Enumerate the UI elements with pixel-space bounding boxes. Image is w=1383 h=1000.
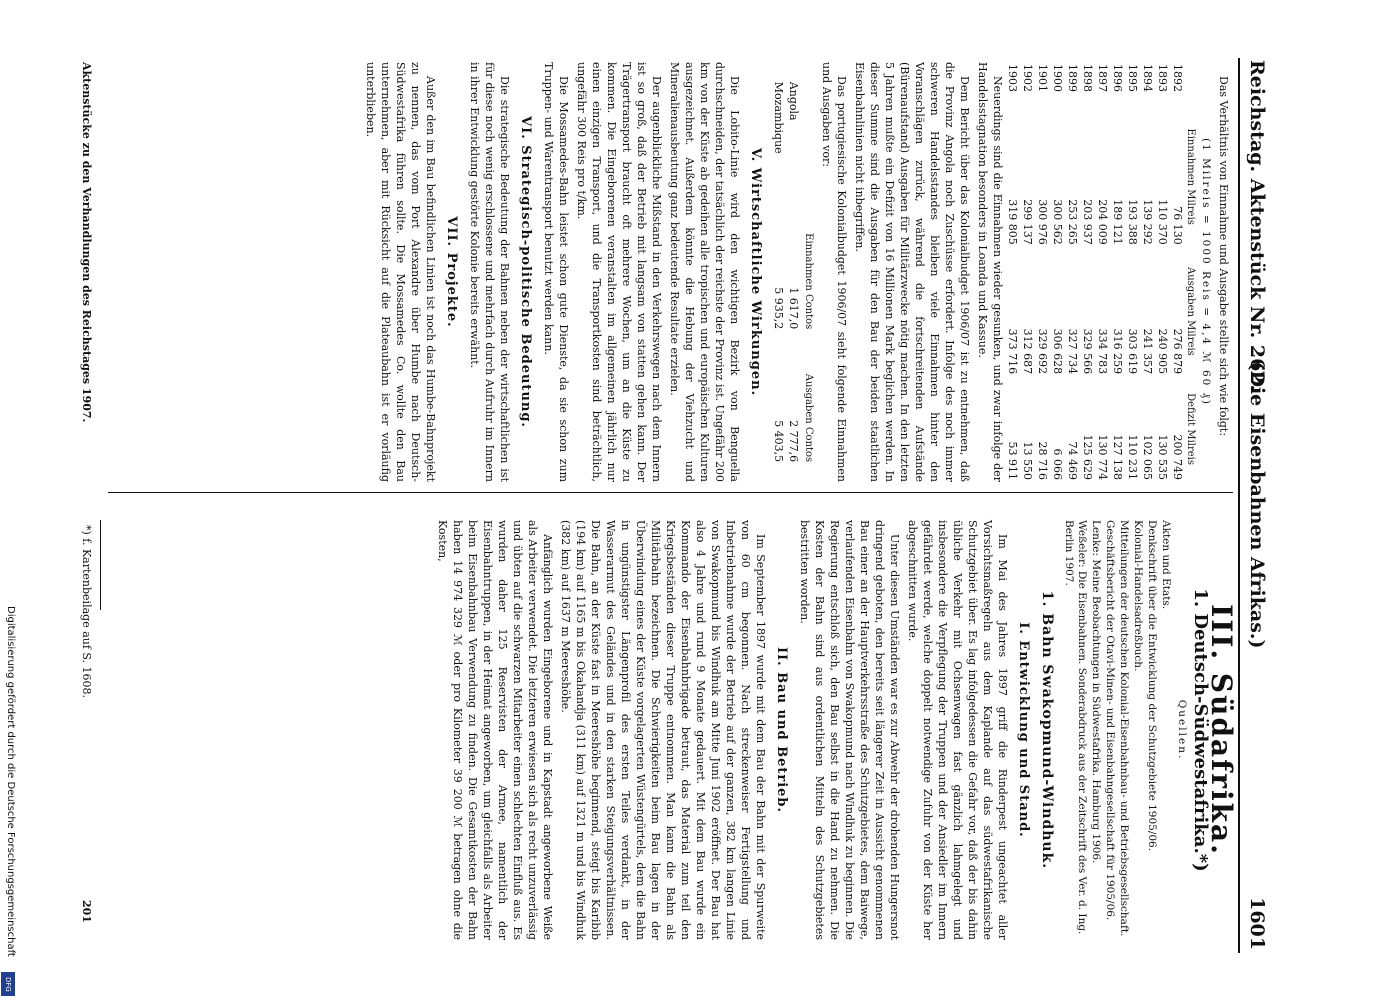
value-cell: 13 550 (1021, 441, 1034, 480)
paragraph: Im Mai des Jahres 1897 griff die Rinderpest ungeachtet aller Vorsichtsmaßregeln aus dem Kaplande auf das südwestafrikanische Schutzgebiet über. Es lag infolgedessen die Gefahr vor, daß der bis dahin übliche Verkehr mit Ochsenwagen fast gänzlich lahmgelegt und insbesondere die Verpflegung der Truppen und der Ansiedler im Innern gefährdet werde, welche doppelt notwendige Zufuhr von der Küste her abgeschnitten wurde. (906, 520, 1009, 940)
table-row (1155, 62, 1170, 482)
source-item: Lenke: Meine Beobachtungen in Südwestafrika. Hamburg 1906. (1090, 520, 1102, 864)
paragraph: Der augenblickliche Mißstand in den Verkehrswegen nach dem Innern ist so groß, daß der Betrieb mit langsam von statten gehen kann. Der Trägertransport braucht oft mehrere Wochen, um an die Küste zu kommen. Die Eingeborenen veranstalten im allgemeinen jährlich nur einen einzigen Transport, und die Transportkosten sind beträchtlich, ungefähr 300 Reis pro t/km. (575, 62, 663, 482)
section-heading: I. Entwicklung und Stand. (1016, 622, 1031, 838)
source-item: Kolonial-Handelsadreßbuch. (1132, 520, 1144, 672)
year-cell: 1892 (1171, 64, 1184, 92)
part-title: III. Südafrika. (1205, 604, 1238, 856)
section-heading: II. Bau und Betrieb. (774, 646, 789, 814)
value-cell: 303 619 (1126, 328, 1139, 375)
value-cell: 6 066 (1051, 448, 1064, 480)
credit-strip (0, 606, 16, 1000)
value-cell: 1 617,0 (787, 287, 800, 330)
source-item: Weßeler: Die Eisenbahnen. Sonderabdruck aus der Zeitschrift des Ver. d. Ing. Berlin 1907. (1063, 520, 1088, 935)
value-cell: 276 879 (1171, 328, 1184, 375)
year-cell: 1897 (1096, 64, 1109, 92)
value-cell: 189 121 (1111, 199, 1124, 245)
value-cell: 193 388 (1126, 199, 1139, 245)
value-cell: 241 357 (1141, 328, 1154, 375)
header-center: (Die Eisenbahnen Afrikas.) (1246, 361, 1268, 649)
source-item: Akten und Etats. (1160, 520, 1172, 610)
table-header: Ausgaben Milreis (1185, 267, 1196, 356)
subsection-title: 1. Bahn Swakopmund-Windhuk. (1039, 590, 1055, 870)
digitization-credit: Digitalisierung gefördert durch die Deutsche Forschungsgemeinschaft (5, 606, 16, 957)
table-row (786, 79, 801, 465)
header-left: Reichstag. Aktenstück Nr. 262. (1246, 60, 1268, 392)
table-row (1080, 62, 1095, 482)
value-cell: 327 734 (1066, 328, 1079, 375)
value-cell: 334 783 (1096, 328, 1109, 375)
value-cell: 316 259 (1111, 328, 1124, 375)
value-cell: 319 805 (1006, 199, 1019, 245)
table-row (771, 79, 786, 465)
paragraph: Das portugiesische Kolonialbudget 1906/07 sieht folgende Einnahmen und Ausgaben vor: (820, 62, 848, 482)
right-column (432, 520, 1238, 940)
value-cell: 125 629 (1081, 434, 1094, 480)
value-cell: 329 566 (1081, 328, 1094, 375)
paragraph: Dem Bericht über das Kolonialbudget 1906/07 ist zu entnehmen, daß die Provinz Angola noch Zuschüsse erfordert. Infolge des noch immer schweren Handelsstandes bleiben viele Einnahmen hinter den Voranschlägen zurück, während die fortschreitenden Aufstände (Bürenaufstand) Ausgaben für Militärzwecke nötig machen. In den letzten 5 Jahren mußte ein Defizit von 16 Millionen Mark beglichen werden. In dieser Summe sind die Ausgaben für den Bau der beiden staatlichen Eisenbahnlinien nicht inbegriffen. (853, 62, 971, 482)
value-cell: 299 137 (1021, 199, 1034, 245)
table-header: Defizit Milreis (1185, 393, 1196, 465)
value-cell: 373 716 (1006, 328, 1019, 375)
paragraph: Unter diesen Umständen war es zur Abwehr der drohenden Hungersnot dringend geboten, den bereits seit längerer Zeit in Aussicht genommenen Bau einer an der Hauptverkehrsstraße des Schutzgebietes, dem Baiwege, verlaufenden Eisenbahn von Swakopmund nach Windhuk zu beginnen. Die Regierung entschloß sich, den Bau selbst in die Hand zu nehmen. Die Kosten der Bahn sind aus ordentlichen Mitteln des Schutzgebietes bestritten worden. (798, 520, 901, 940)
section-heading: VII. Projekte. (444, 216, 459, 328)
paragraph: Die Mossamedes-Bahn leistet schon gute Dienste, da sie schon zum Truppen- und Warentransport benutzt werden kann. (542, 62, 570, 482)
budget-table (771, 79, 816, 465)
table-header: Einnahmen Contos (803, 233, 814, 330)
table-header (801, 79, 816, 189)
section-heading: V. Wirtschaftliche Wirkungen. (748, 147, 763, 397)
paragraph: Im September 1897 wurde mit dem Bau der Bahn mit der Spurweite von 60 cm begonnen. Nach streckenweiser Fertigstellung und Inbetriebnahme wurde der Betrieb auf der ganzen, 382 km langen Linie von Swakopmund bis Windhuk am Mitte Juni 1902 eröffnet. Der Bau hat also 4 Jahre und rund 9 Monate gedauert. Mit dem Bau wurde ein Kommando der Eisenbahnbrigade betraut, das Material zum teil den Kriegsbeständen dieser Truppe entnommen. Man kann die Bahn als Militärbahn bezeichnen. Die Schwierigkeiten beim Bau lagen in der Überwindung eines der Küste vorgelagerten Wüstengürtels, dem die Bahn in ungünstigster Längenprofil des ersten Teiles verdankt, in der Wasserarmut des Geländes und in den starken Steigungsverhältnissen. Die Bahn, an der Küste fast in Meereshöhe beginnend, steigt bis Karibib (194 km) auf 1165 m bis Okahandja (311 km) auf 1321 m und bis Windhuk (382 km) auf 1637 m Meereshöhe. (559, 520, 767, 940)
year-cell: 1894 (1141, 64, 1154, 92)
paragraph: Neuerdings sind die Einnahmen wieder gesunken, und zwar infolge der Handelsstagnation besonders in Loanda und Kassue. (976, 62, 1004, 482)
value-cell: 139 292 (1141, 199, 1154, 245)
value-cell: 28 716 (1036, 441, 1049, 480)
table-row (1170, 62, 1185, 482)
year-cell: 1895 (1126, 64, 1139, 92)
value-cell: 127 138 (1111, 434, 1124, 480)
footnote: *) f. Kartenbeilage auf S. 1608. (80, 525, 93, 699)
column-separator (108, 492, 1233, 493)
running-header (1242, 60, 1268, 950)
intro-paragraph: Das Verhältnis von Einnahme und Ausgabe stellte sich wie folgt: (1217, 76, 1230, 437)
table-header: Einnahmen Milreis (1185, 128, 1196, 225)
table-row (1035, 62, 1050, 482)
table-row (1125, 62, 1140, 482)
value-cell: 200 749 (1171, 434, 1184, 480)
value-cell: 240 905 (1156, 328, 1169, 375)
value-cell: 253 265 (1066, 199, 1079, 245)
footnote-rule (100, 520, 101, 610)
year-cell: 1899 (1066, 64, 1079, 92)
value-cell: 203 937 (1081, 199, 1094, 245)
page-number: 1601 (1246, 897, 1268, 950)
paragraph: Die strategische Bedeutung der Bahnen neben der wirtschaftlichen ist für diese noch wenig erschlossene und mehrfach durch Aufruhr im Innern in ihrer Entwicklung gestörte Kolonie bereits erwähnt. (468, 62, 511, 482)
section-heading: VI. Strategisch-politische Bedeutung. (518, 116, 533, 428)
value-cell: 76 130 (1171, 206, 1184, 245)
value-cell: 110 231 (1126, 434, 1139, 480)
value-cell: 130 774 (1096, 434, 1109, 480)
sources-label: Quellen. (1176, 699, 1188, 761)
unit-note: (1 Milreis = 1000 Reis = 4,4 ℳ 60 ₰) (1200, 137, 1212, 407)
left-column (360, 62, 1231, 482)
table-row (1065, 62, 1080, 482)
value-cell: 74 469 (1066, 441, 1079, 480)
year-cell: 1901 (1036, 64, 1049, 92)
footer-left: Aktenstücke zu den Verhandlungen des Reichstages 1907. (80, 62, 93, 423)
paragraph: Anfänglich wurden Eingeborene und in Kapstadt angeworbene Weiße als Arbeiter verwendet. Die letzteren erwiesen sich als recht unzuverlässig und übten auf die schwarzen Mitarbeiter einen schlechten Einfluß aus. Es wurden daher 125 Reservisten der Armee, namentlich der Eisenbahntruppen, in der Heimat angeworben, um gleichfalls als Arbeiter beim Eisenbahnbau Verwendung zu finden. Die Gesamtkosten der Bahn haben 14 974 329 ℳ oder pro Kilometer 39 200 ℳ betragen ohne die Kosten, (436, 520, 554, 940)
table-row (1050, 62, 1065, 482)
region-cell: Angola (787, 81, 800, 121)
year-cell: 1896 (1111, 64, 1124, 92)
table-row (1095, 62, 1110, 482)
income-table (1005, 62, 1196, 482)
value-cell: 130 535 (1156, 434, 1169, 480)
value-cell: 312 687 (1021, 328, 1034, 375)
table-row (1110, 62, 1125, 482)
sources-list (1062, 520, 1172, 940)
table-header: Ausgaben Contos (803, 373, 814, 463)
value-cell: 2 777,6 (787, 420, 800, 463)
value-cell: 329 692 (1036, 328, 1049, 375)
table-header (1185, 62, 1196, 107)
value-cell: 53 911 (1006, 441, 1019, 480)
year-cell: 1893 (1156, 64, 1169, 92)
table-row (1005, 62, 1020, 482)
value-cell: 5 935,2 (772, 287, 785, 330)
year-cell: 1902 (1021, 64, 1034, 92)
value-cell: 306 628 (1051, 328, 1064, 375)
paragraph: Die Lobito-Linie wird den wichtigen Bezirk von Benguella durchschneiden, der tatsächlich der reichste der Provinz ist. Ungefähr 200 km von der Küste ab gedeihen alle tropischen und europäischen Kulturen ausgezeichnet. Außerdem könnte die Hebung der Viehzucht und Mineralienausbeutung ganz bedeutende Resultate erzielen. (668, 62, 741, 482)
paragraph: Außer den im Bau befindlichen Linien ist noch das Humbe-Bahnprojekt zu nennen, das vom Port Alexandre über Humbe nach Deutsch-Südwestafrika führen sollte. Die Mossamedes Co. wollte den Bau unternehmen, aber mit Rücksicht auf die Plateaubahn ist er vorläufig unterblieben. (364, 62, 437, 482)
source-item: Geschäftsbericht der Otavi-Minen- und Eisenbahngesellschaft für 1905/06. (1104, 520, 1116, 921)
value-cell: 5 403,5 (772, 420, 785, 463)
year-cell: 1898 (1081, 64, 1094, 92)
value-cell: 110 370 (1156, 199, 1169, 245)
table-row (1140, 62, 1155, 482)
source-item: Denkschrift über die Entwicklung der Schutzgebiete 1905/06. (1146, 520, 1158, 852)
header-rule (1238, 58, 1240, 953)
year-cell: 1900 (1051, 64, 1064, 92)
year-cell: 1903 (1006, 64, 1019, 92)
region-cell: Mozambique (772, 81, 785, 154)
value-cell: 300 562 (1051, 199, 1064, 245)
section-title: 1. Deutsch-Südwestafrika.*) (1190, 588, 1211, 872)
footer-page-number: 201 (80, 900, 93, 923)
value-cell: 102 065 (1141, 434, 1154, 480)
table-row (1020, 62, 1035, 482)
value-cell: 204 009 (1096, 199, 1109, 245)
value-cell: 300 976 (1036, 199, 1049, 245)
source-item: Mitteilungen der deutschen Kolonial-Eisenbahnbau- und Betriebsgesellschaft. (1118, 520, 1130, 937)
dfg-logo: DFG (1, 972, 15, 996)
